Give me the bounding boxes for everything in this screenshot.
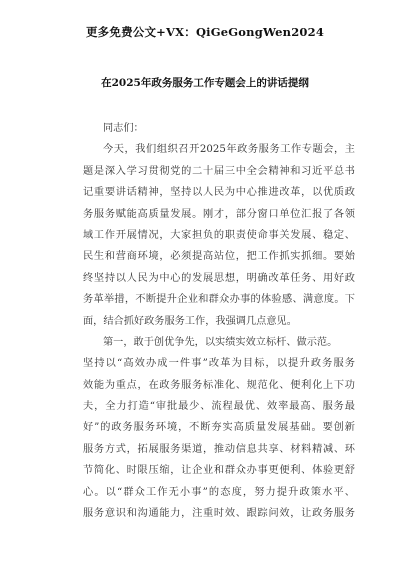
body-line: 夫，全力打造“审批最少、流程最优、效率最高、服务最	[83, 401, 355, 413]
body-line: 终坚持以人民为中心的发展思想，明确改革任务、用好政	[83, 272, 355, 284]
body-line: 效能为重点，在政务服务标准化、规范化、便利化上下功	[83, 379, 355, 391]
body-line: 好”的政务服务环境，不断夯实高质量发展基础。要创新	[83, 422, 355, 434]
header-promo-text: 更多免费公文+VX：QiGeGongWen2024	[85, 25, 325, 39]
section-heading-1: 第一，敢于创优争先，以实绩实效立标杆、做示范。	[103, 336, 338, 348]
document-body	[83, 118, 355, 524]
body-line: 服务方式，拓展服务渠道，推动信息共享、材料精减、环	[83, 443, 355, 455]
document-title: 在2025年政务服务工作专题会上的讲话提纲	[101, 77, 309, 89]
body-line: 心。以“群众工作无小事”的态度，努力提升政策水平、	[83, 486, 355, 498]
salutation: 同志们：	[103, 123, 144, 134]
body-line: 题是深入学习贯彻党的二十届三中全会精神和习近平总书	[83, 165, 355, 177]
body-line: 域工作开展情况，大家担负的职责使命事关发展、稳定、	[83, 229, 355, 241]
body-line: 今天，我们组织召开2025年政务服务工作专题会，主	[103, 144, 355, 156]
body-line: 服务意识和沟通能力，注重时效、跟踪问效，让政务服务	[83, 508, 355, 520]
body-line: 节简化、时限压缩，让企业和群众办事更便利、体验更舒	[83, 465, 355, 477]
body-line: 务革举措，不断提升企业和群众办事的体验感、满意度。下	[83, 294, 355, 306]
body-line: 面，结合抓好政务服务工作，我强调几点意见。	[83, 315, 297, 327]
body-line: 务服务赋能高质量发展。刚才，部分窗口单位汇报了各领	[83, 208, 355, 220]
body-line: 记重要讲话精神，坚持以人民为中心推进改革，以优质政	[83, 187, 355, 199]
body-line: 民生和营商环境，必须提高站位，把工作抓实抓细。要始	[83, 251, 355, 263]
body-line: 坚持以“高效办成一件事”改革为目标，以提升政务服务	[83, 358, 355, 370]
